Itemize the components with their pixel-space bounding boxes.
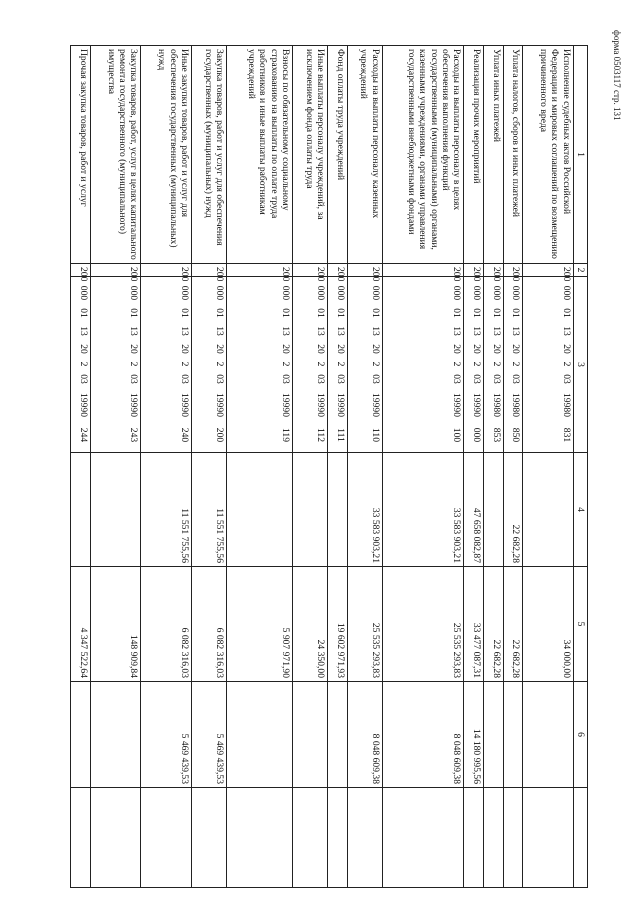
budget-code-part: 13: [470, 326, 482, 336]
budget-code-part: 01: [470, 308, 482, 318]
budget-code-part: 2: [490, 361, 502, 367]
budget-code-part: 2: [77, 361, 89, 367]
budget-code-part: 20: [510, 344, 522, 354]
budget-code-part: 19990: [451, 393, 463, 417]
row-line-code-cell: 200: [523, 264, 574, 277]
budget-code-part: 03: [128, 374, 140, 384]
row-empty-cell: [191, 788, 226, 888]
row-executed-cell: 22 682,28: [483, 567, 503, 682]
budget-code-part: 000: [128, 285, 140, 301]
row-budget-code-cell: [347, 277, 382, 453]
budget-code-part: 20: [334, 344, 346, 354]
budget-code-part: 119: [280, 427, 292, 443]
budget-code-part: 19990: [213, 393, 225, 417]
budget-code-part: 13: [334, 326, 346, 336]
row-approved-cell: 47 658 082,87: [464, 453, 484, 567]
row-approved-cell: 11 551 755,56: [141, 453, 192, 567]
budget-code-part: 111: [334, 428, 346, 442]
row-empty-cell: [464, 788, 484, 888]
table-row: [293, 46, 328, 888]
row-executed-cell: 34 000,00: [523, 567, 574, 682]
budget-code-part: 20: [451, 344, 463, 354]
budget-code-part: 03: [334, 374, 346, 384]
row-empty-cell: [503, 788, 523, 888]
row-line-code-cell: 200: [293, 264, 328, 277]
budget-code-part: 2: [280, 361, 292, 367]
budget-code-part: 850: [510, 427, 522, 443]
budget-code: [280, 280, 291, 449]
row-unexecuted-cell: 8 048 609,38: [347, 682, 382, 788]
row-budget-code-cell: [191, 277, 226, 453]
header-col-1: 1: [573, 46, 587, 264]
budget-code-part: 243: [128, 427, 140, 443]
budget-code-part: 13: [280, 326, 292, 336]
row-budget-code-cell: [483, 277, 503, 453]
row-unexecuted-cell: [226, 682, 292, 788]
budget-code-part: 000: [451, 285, 463, 301]
row-executed-cell: 25 535 293,83: [347, 567, 382, 682]
budget-code-part: 000: [77, 285, 89, 301]
budget-code-part: 20: [560, 344, 572, 354]
row-approved-cell: 11 551 755,56: [191, 453, 226, 567]
row-name-cell: Закупка товаров, работ, услуг в целях капитального ремонта государственного (муниципального) имущества: [90, 46, 141, 264]
budget-code-part: 20: [490, 344, 502, 354]
row-unexecuted-cell: [503, 682, 523, 788]
row-unexecuted-cell: 8 048 609,38: [382, 682, 464, 788]
budget-code-part: 20: [369, 344, 381, 354]
table-row: [90, 46, 141, 888]
header-row: [573, 46, 587, 888]
budget-code-part: 01: [451, 308, 463, 318]
budget-code: [315, 280, 326, 449]
header-col-4: 4: [573, 453, 587, 567]
row-budget-code-cell: [464, 277, 484, 453]
budget-code-part: 000: [560, 285, 572, 301]
budget-code-part: 20: [128, 344, 140, 354]
budget-code-part: 000: [510, 285, 522, 301]
header-col-2: 2: [573, 264, 587, 277]
row-budget-code-cell: [328, 277, 348, 453]
row-line-code-cell: 200: [141, 264, 192, 277]
budget-code-part: 01: [280, 308, 292, 318]
table-row: [71, 46, 91, 888]
budget-code-part: 13: [77, 326, 89, 336]
budget-code: [560, 280, 571, 449]
budget-code-part: 19990: [77, 393, 89, 417]
row-budget-code-cell: [293, 277, 328, 453]
row-name-cell: Иные выплаты персоналу учреждений, за исключением фонда оплаты труда: [293, 46, 328, 264]
budget-code-part: 2: [128, 361, 140, 367]
table-row: [141, 46, 192, 888]
budget-code-part: 20: [280, 344, 292, 354]
budget-code: [451, 280, 462, 449]
budget-code-part: 853: [490, 427, 502, 443]
budget-code-part: 20: [213, 344, 225, 354]
budget-code-part: 19980: [490, 393, 502, 417]
budget-code-part: 19990: [315, 393, 327, 417]
budget-code-part: 2: [178, 361, 190, 367]
budget-code-part: 000: [470, 285, 482, 301]
budget-code-part: 19990: [334, 393, 346, 417]
row-approved-cell: [483, 453, 503, 567]
budget-code-part: 13: [560, 326, 572, 336]
row-empty-cell: [382, 788, 464, 888]
row-budget-code-cell: [71, 277, 91, 453]
budget-code-part: 01: [178, 308, 190, 318]
table-row: [347, 46, 382, 888]
row-approved-cell: [293, 453, 328, 567]
row-empty-cell: [328, 788, 348, 888]
row-empty-cell: [347, 788, 382, 888]
row-line-code-cell: 200: [90, 264, 141, 277]
budget-code-part: 19990: [369, 393, 381, 417]
budget-code: [214, 280, 225, 449]
row-line-code-cell: 200: [328, 264, 348, 277]
row-unexecuted-cell: [293, 682, 328, 788]
budget-code-part: 13: [213, 326, 225, 336]
budget-code-part: 01: [369, 308, 381, 318]
row-unexecuted-cell: [90, 682, 141, 788]
budget-code: [128, 280, 139, 449]
row-empty-cell: [226, 788, 292, 888]
budget-code-part: 03: [178, 374, 190, 384]
budget-code-part: 000: [369, 285, 381, 301]
row-executed-cell: 24 350,00: [293, 567, 328, 682]
row-line-code-cell: 200: [503, 264, 523, 277]
row-line-code-cell: 200: [226, 264, 292, 277]
row-approved-cell: 33 583 903,21: [382, 453, 464, 567]
row-executed-cell: 6 082 316,03: [141, 567, 192, 682]
row-empty-cell: [71, 788, 91, 888]
header-col-5: 5: [573, 567, 587, 682]
budget-code-part: 03: [315, 374, 327, 384]
row-line-code-cell: 200: [464, 264, 484, 277]
budget-code-part: 03: [280, 374, 292, 384]
row-approved-cell: [71, 453, 91, 567]
row-unexecuted-cell: 14 180 995,56: [464, 682, 484, 788]
budget-code-part: 03: [77, 374, 89, 384]
row-budget-code-cell: [382, 277, 464, 453]
row-executed-cell: 33 477 087,31: [464, 567, 484, 682]
budget-code: [490, 280, 501, 449]
budget-code-part: 13: [315, 326, 327, 336]
rotated-table-wrapper: [70, 45, 588, 887]
budget-code-part: 000: [490, 285, 502, 301]
budget-code-part: 110: [369, 427, 381, 443]
table-row: [523, 46, 574, 888]
budget-code-part: 01: [334, 308, 346, 318]
row-name-cell: Уплата иных платежей: [483, 46, 503, 264]
budget-code-part: 000: [178, 285, 190, 301]
budget-code-part: 19980: [560, 393, 572, 417]
row-approved-cell: 33 583 903,21: [347, 453, 382, 567]
budget-code-part: 244: [77, 427, 89, 443]
row-executed-cell: 148 909,84: [90, 567, 141, 682]
budget-code-part: 19990: [128, 393, 140, 417]
budget-code-part: 13: [178, 326, 190, 336]
row-unexecuted-cell: [523, 682, 574, 788]
budget-code-part: 01: [213, 308, 225, 318]
row-budget-code-cell: [90, 277, 141, 453]
row-line-code-cell: 200: [382, 264, 464, 277]
row-name-cell: Расходы на выплаты персоналу казенных учреждений: [347, 46, 382, 264]
form-label: форма 0503117 стр. 131: [612, 30, 622, 121]
row-approved-cell: [523, 453, 574, 567]
budget-code-part: 13: [510, 326, 522, 336]
budget-code-part: 01: [128, 308, 140, 318]
row-name-cell: Прочая закупка товаров, работ и услуг: [71, 46, 91, 264]
row-line-code-cell: 200: [347, 264, 382, 277]
row-budget-code-cell: [523, 277, 574, 453]
row-executed-cell: 19 602 971,93: [328, 567, 348, 682]
budget-code-part: 13: [369, 326, 381, 336]
budget-code: [334, 280, 345, 449]
budget-code-part: 19990: [280, 393, 292, 417]
row-approved-cell: [328, 453, 348, 567]
budget-code-part: 20: [470, 344, 482, 354]
table-row: [226, 46, 292, 888]
row-name-cell: Расходы на выплаты персоналу в целях обеспечения выполнения функций государственными (муниципальными) органами, казенными учреждениями, органами управления государственными внебюджетными фондами: [382, 46, 464, 264]
budget-code-part: 831: [560, 427, 572, 443]
budget-code-part: 03: [490, 374, 502, 384]
row-budget-code-cell: [141, 277, 192, 453]
budget-code-part: 000: [280, 285, 292, 301]
budget-code-part: 000: [334, 285, 346, 301]
budget-code-part: 03: [213, 374, 225, 384]
budget-code-part: 2: [451, 361, 463, 367]
budget-code: [77, 280, 88, 449]
budget-code-part: 2: [470, 361, 482, 367]
row-executed-cell: 6 082 316,03: [191, 567, 226, 682]
row-unexecuted-cell: [483, 682, 503, 788]
budget-code-part: 000: [470, 427, 482, 443]
budget-code-part: 2: [369, 361, 381, 367]
row-approved-cell: 22 682,28: [503, 453, 523, 567]
budget-code-part: 01: [510, 308, 522, 318]
budget-code-part: 100: [451, 427, 463, 443]
row-unexecuted-cell: 5 469 439,53: [191, 682, 226, 788]
budget-code-part: 19990: [470, 393, 482, 417]
row-empty-cell: [293, 788, 328, 888]
row-line-code-cell: 200: [71, 264, 91, 277]
row-executed-cell: 25 535 293,83: [382, 567, 464, 682]
budget-code-part: 03: [470, 374, 482, 384]
budget-code-part: 13: [128, 326, 140, 336]
table-row: [503, 46, 523, 888]
header-col-3: 3: [573, 277, 587, 453]
budget-code-part: 2: [560, 361, 572, 367]
row-empty-cell: [90, 788, 141, 888]
row-approved-cell: [226, 453, 292, 567]
row-empty-cell: [523, 788, 574, 888]
budget-code-part: 13: [451, 326, 463, 336]
budget-code-part: 01: [315, 308, 327, 318]
table-row: [382, 46, 464, 888]
budget-code-part: 03: [510, 374, 522, 384]
table-row: [328, 46, 348, 888]
budget-code-part: 01: [560, 308, 572, 318]
table-row: [464, 46, 484, 888]
header-col-empty: [573, 788, 587, 888]
row-unexecuted-cell: [71, 682, 91, 788]
budget-code-part: 19990: [178, 393, 190, 417]
budget-code: [510, 280, 521, 449]
budget-code-part: 2: [315, 361, 327, 367]
row-unexecuted-cell: [328, 682, 348, 788]
row-name-cell: Закупка товаров, работ и услуг для обеспечения государственных (муниципальных) нужд: [191, 46, 226, 264]
row-approved-cell: [90, 453, 141, 567]
row-name-cell: Иные закупки товаров, работ и услуг для обеспечения государственных (муниципальных) нужд: [141, 46, 192, 264]
budget-code-part: 2: [510, 361, 522, 367]
budget-code-part: 20: [178, 344, 190, 354]
budget-code-part: 000: [315, 285, 327, 301]
budget-code-part: 01: [77, 308, 89, 318]
budget-code: [179, 280, 190, 449]
budget-code-part: 20: [315, 344, 327, 354]
budget-code: [471, 280, 482, 449]
row-empty-cell: [483, 788, 503, 888]
row-budget-code-cell: [503, 277, 523, 453]
budget-code-part: 240: [178, 427, 190, 443]
budget-code-part: 19980: [510, 393, 522, 417]
row-executed-cell: 22 682,28: [503, 567, 523, 682]
header-col-6: 6: [573, 682, 587, 788]
row-budget-code-cell: [226, 277, 292, 453]
row-executed-cell: 5 907 971,90: [226, 567, 292, 682]
row-unexecuted-cell: 5 469 439,53: [141, 682, 192, 788]
row-line-code-cell: 200: [191, 264, 226, 277]
row-executed-cell: 4 347 522,64: [71, 567, 91, 682]
budget-code-part: 112: [315, 427, 327, 443]
budget-code-part: 01: [490, 308, 502, 318]
budget-code-part: 000: [213, 285, 225, 301]
table-row: [483, 46, 503, 888]
budget-code: [369, 280, 380, 449]
budget-code-part: 03: [369, 374, 381, 384]
budget-code-part: 20: [77, 344, 89, 354]
row-empty-cell: [141, 788, 192, 888]
row-name-cell: Уплата налогов, сборов и иных платежей: [503, 46, 523, 264]
row-line-code-cell: 200: [483, 264, 503, 277]
row-name-cell: Фонд оплаты труда учреждений: [328, 46, 348, 264]
table-row: [191, 46, 226, 888]
expenditure-table: [70, 45, 588, 888]
row-name-cell: Взносы по обязательному социальному страхованию на выплаты по оплате труда работников и иные выплаты работникам учреждений: [226, 46, 292, 264]
budget-code-part: 200: [213, 427, 225, 443]
budget-code-part: 2: [213, 361, 225, 367]
budget-code-part: 13: [490, 326, 502, 336]
budget-code-part: 03: [560, 374, 572, 384]
budget-code-part: 03: [451, 374, 463, 384]
row-name-cell: Исполнение судебных актов Российской Федерации и мировых соглашений по возмещению причиненного вреда: [523, 46, 574, 264]
budget-code-part: 2: [334, 361, 346, 367]
row-name-cell: Реализация прочих мероприятий: [464, 46, 484, 264]
